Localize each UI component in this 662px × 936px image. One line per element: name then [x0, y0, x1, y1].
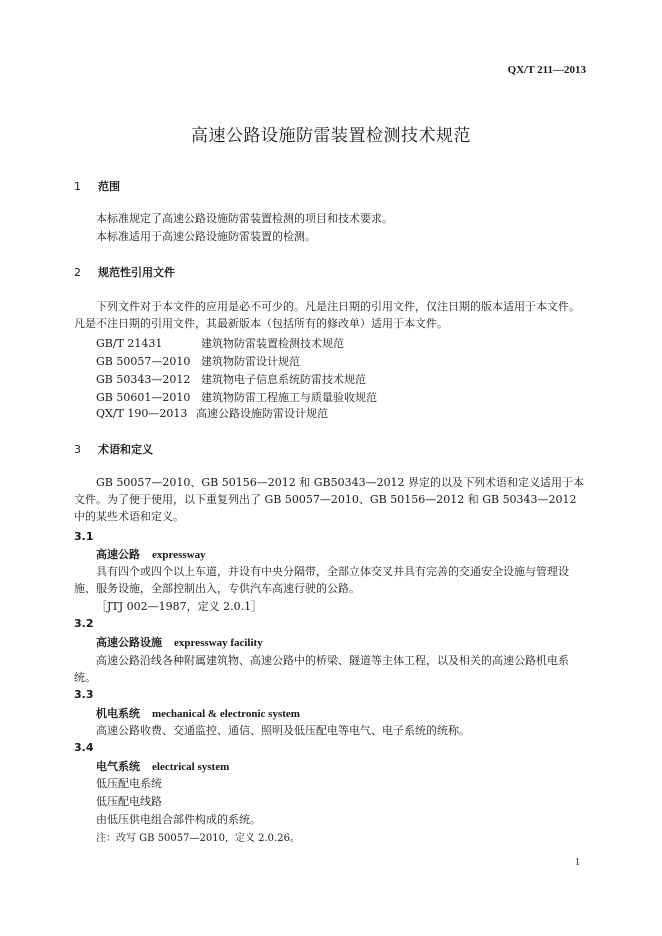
reference-name: 建筑物电子信息系统防雷技术规范	[201, 373, 366, 386]
section-2-heading	[74, 264, 175, 280]
paragraph: 本标准适用于高速公路设施防雷装置的检测。	[96, 230, 316, 243]
term-heading	[96, 705, 300, 721]
reference-code: GB 50057—2010	[96, 355, 191, 368]
page-number: 1	[575, 857, 580, 868]
reference-code: GB 50343—2012	[96, 373, 191, 386]
reference-item	[96, 389, 377, 405]
reference-name: 建筑物防雷工程施工与质量验收规范	[201, 391, 377, 404]
term-zh: 电气系统	[96, 760, 140, 773]
reference-item	[96, 371, 366, 387]
term-heading	[96, 634, 263, 650]
term-zh: 高速公路设施	[96, 636, 162, 649]
document-code: QX/T 211—2013	[507, 64, 586, 76]
section-number: 3	[74, 443, 81, 456]
term-number: 3.3	[74, 688, 94, 701]
page-title: 高速公路设施防雷装置检测技术规范	[191, 126, 471, 146]
definition-line: 由低压供电组合部件构成的系统。	[96, 813, 261, 826]
section-3-heading	[74, 441, 153, 457]
section-number: 2	[74, 266, 81, 279]
reference-name: 建筑物防雷装置检测技术规范	[201, 337, 344, 350]
section-1-heading	[74, 178, 120, 194]
section-title: 术语和定义	[98, 443, 153, 456]
term-source: ［JTJ 002—1987，定义 2.0.1］	[96, 600, 263, 613]
reference-code: GB 50601—2010	[96, 391, 191, 404]
term-zh: 高速公路	[96, 548, 140, 561]
term-number: 3.4	[74, 741, 94, 754]
reference-name: 高速公路设施防雷设计规范	[196, 407, 328, 420]
section-title: 规范性引用文件	[98, 266, 175, 279]
term-definition: 高速公路收费、交通监控、通信、照明及低压配电等电气、电子系统的统称。	[96, 724, 470, 737]
term-definition: 具有四个或四个以上车道，并设有中央分隔带，全部立体交叉并具有完善的交通安全设施与管理设施、服务设施，全部控制出入，专供汽车高速行驶的公路。	[74, 565, 569, 595]
term-definition: 高速公路沿线各种附属建筑物、高速公路中的桥梁、隧道等主体工程，以及相关的高速公路机电系统。	[74, 654, 569, 684]
term-en: expressway	[152, 549, 206, 561]
term-heading	[96, 546, 206, 562]
paragraph: 下列文件对于本文件的应用是必不可少的。凡是注日期的引用文件，仅注日期的版本适用于本文件。凡是不注日期的引用文件，其最新版本（包括所有的修改单）适用于本文件。	[74, 300, 580, 330]
term-zh: 机电系统	[96, 707, 140, 720]
section-number: 1	[74, 180, 81, 193]
term-en: mechanical & electronic system	[152, 708, 300, 720]
term-heading	[96, 758, 229, 774]
term-note: 注：改写 GB 50057—2010，定义 2.0.26。	[96, 833, 300, 844]
term-en: electrical system	[152, 761, 230, 773]
reference-code: QX/T 190—2013	[96, 407, 188, 420]
definition-line: 低压配电线路	[96, 795, 162, 808]
reference-code: GB/T 21431	[96, 337, 163, 350]
definition-line: 低压配电系统	[96, 777, 162, 790]
term-number: 3.2	[74, 617, 94, 630]
paragraph: 本标准规定了高速公路设施防雷装置检测的项目和技术要求。	[96, 212, 393, 225]
reference-item	[96, 405, 328, 421]
reference-item	[96, 335, 344, 351]
reference-item	[96, 353, 300, 369]
term-en: expressway facility	[174, 637, 263, 649]
section-title: 范围	[98, 180, 120, 193]
reference-name: 建筑物防雷设计规范	[201, 355, 300, 368]
term-number: 3.1	[74, 530, 94, 543]
paragraph: GB 50057—2010、GB 50156—2012 和 GB50343—2012 界定的以及下列术语和定义适用于本文件。为了便于使用，以下重复列出了 GB 50057—2010、GB 50156—2012 和 GB 50343—2012 中的某些术语和定义。	[74, 476, 585, 523]
